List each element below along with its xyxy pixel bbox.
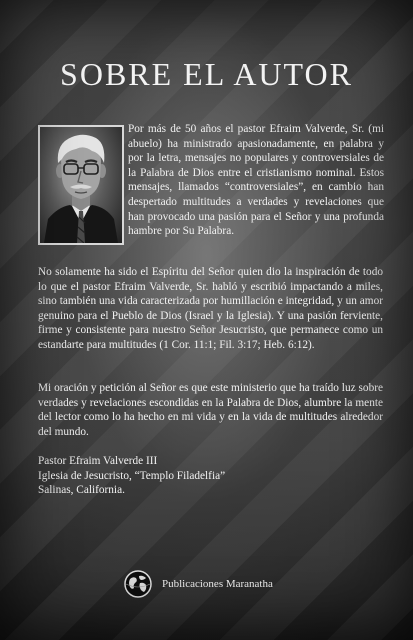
author-portrait bbox=[40, 127, 122, 243]
signature-church: Iglesia de Jesucristo, “Templo Filadelfia” bbox=[38, 469, 226, 482]
body-paragraph-3: Mi oración y petición al Señor es que este ministerio que ha traído luz sobre verdades y revelaciones escondidas en la Palabra de Dios, alumbre la mente del lector como lo ha hecho en mi vida y en la vida de multitudes alrededor del mundo. bbox=[38, 382, 383, 438]
author-intro-paragraph: Por más de 50 años el pastor Efraim Valverde, Sr. (mi abuelo) ha ministrado apasionadamente, en palabra y por la letra, mensajes no populares y controversiales de la Palabra de Dios entre el cristianismo nominal. Estos mensajes, llamados “controversiales”, en cambio han despertado multitudes a verdades y revelaciones que han provocado una pasión para el Señor y una profunda hambre por Su Palabra. bbox=[128, 123, 384, 238]
author-photo bbox=[38, 125, 124, 245]
publisher-logo bbox=[124, 569, 273, 599]
signature-name: Pastor Efraim Valverde III bbox=[38, 455, 158, 467]
body-paragraph-2: No solamente ha sido el Espíritu del Señor quien dio la inspiración de todo lo que el pastor Efraim Valverde, Sr. habló y escribió impactando a miles, sino también una vida caracterizada por humillación e integridad, y un amor genuino para el Pueblo de Dios (Israel y la Iglesia). Y una pasión ferviente, firme y consistente para nuestro Señor Jesucristo, que permanece como un estandarte para multitudes (1 Cor. 11:1; Fil. 3:17; Heb. 6:12). bbox=[38, 266, 383, 351]
signature-location: Salinas, California. bbox=[38, 484, 125, 497]
globe-icon bbox=[124, 570, 152, 598]
page-title: SOBRE EL AUTOR bbox=[60, 56, 353, 92]
signature-block bbox=[38, 454, 383, 498]
publisher-name: Publicaciones Maranatha bbox=[162, 578, 273, 590]
